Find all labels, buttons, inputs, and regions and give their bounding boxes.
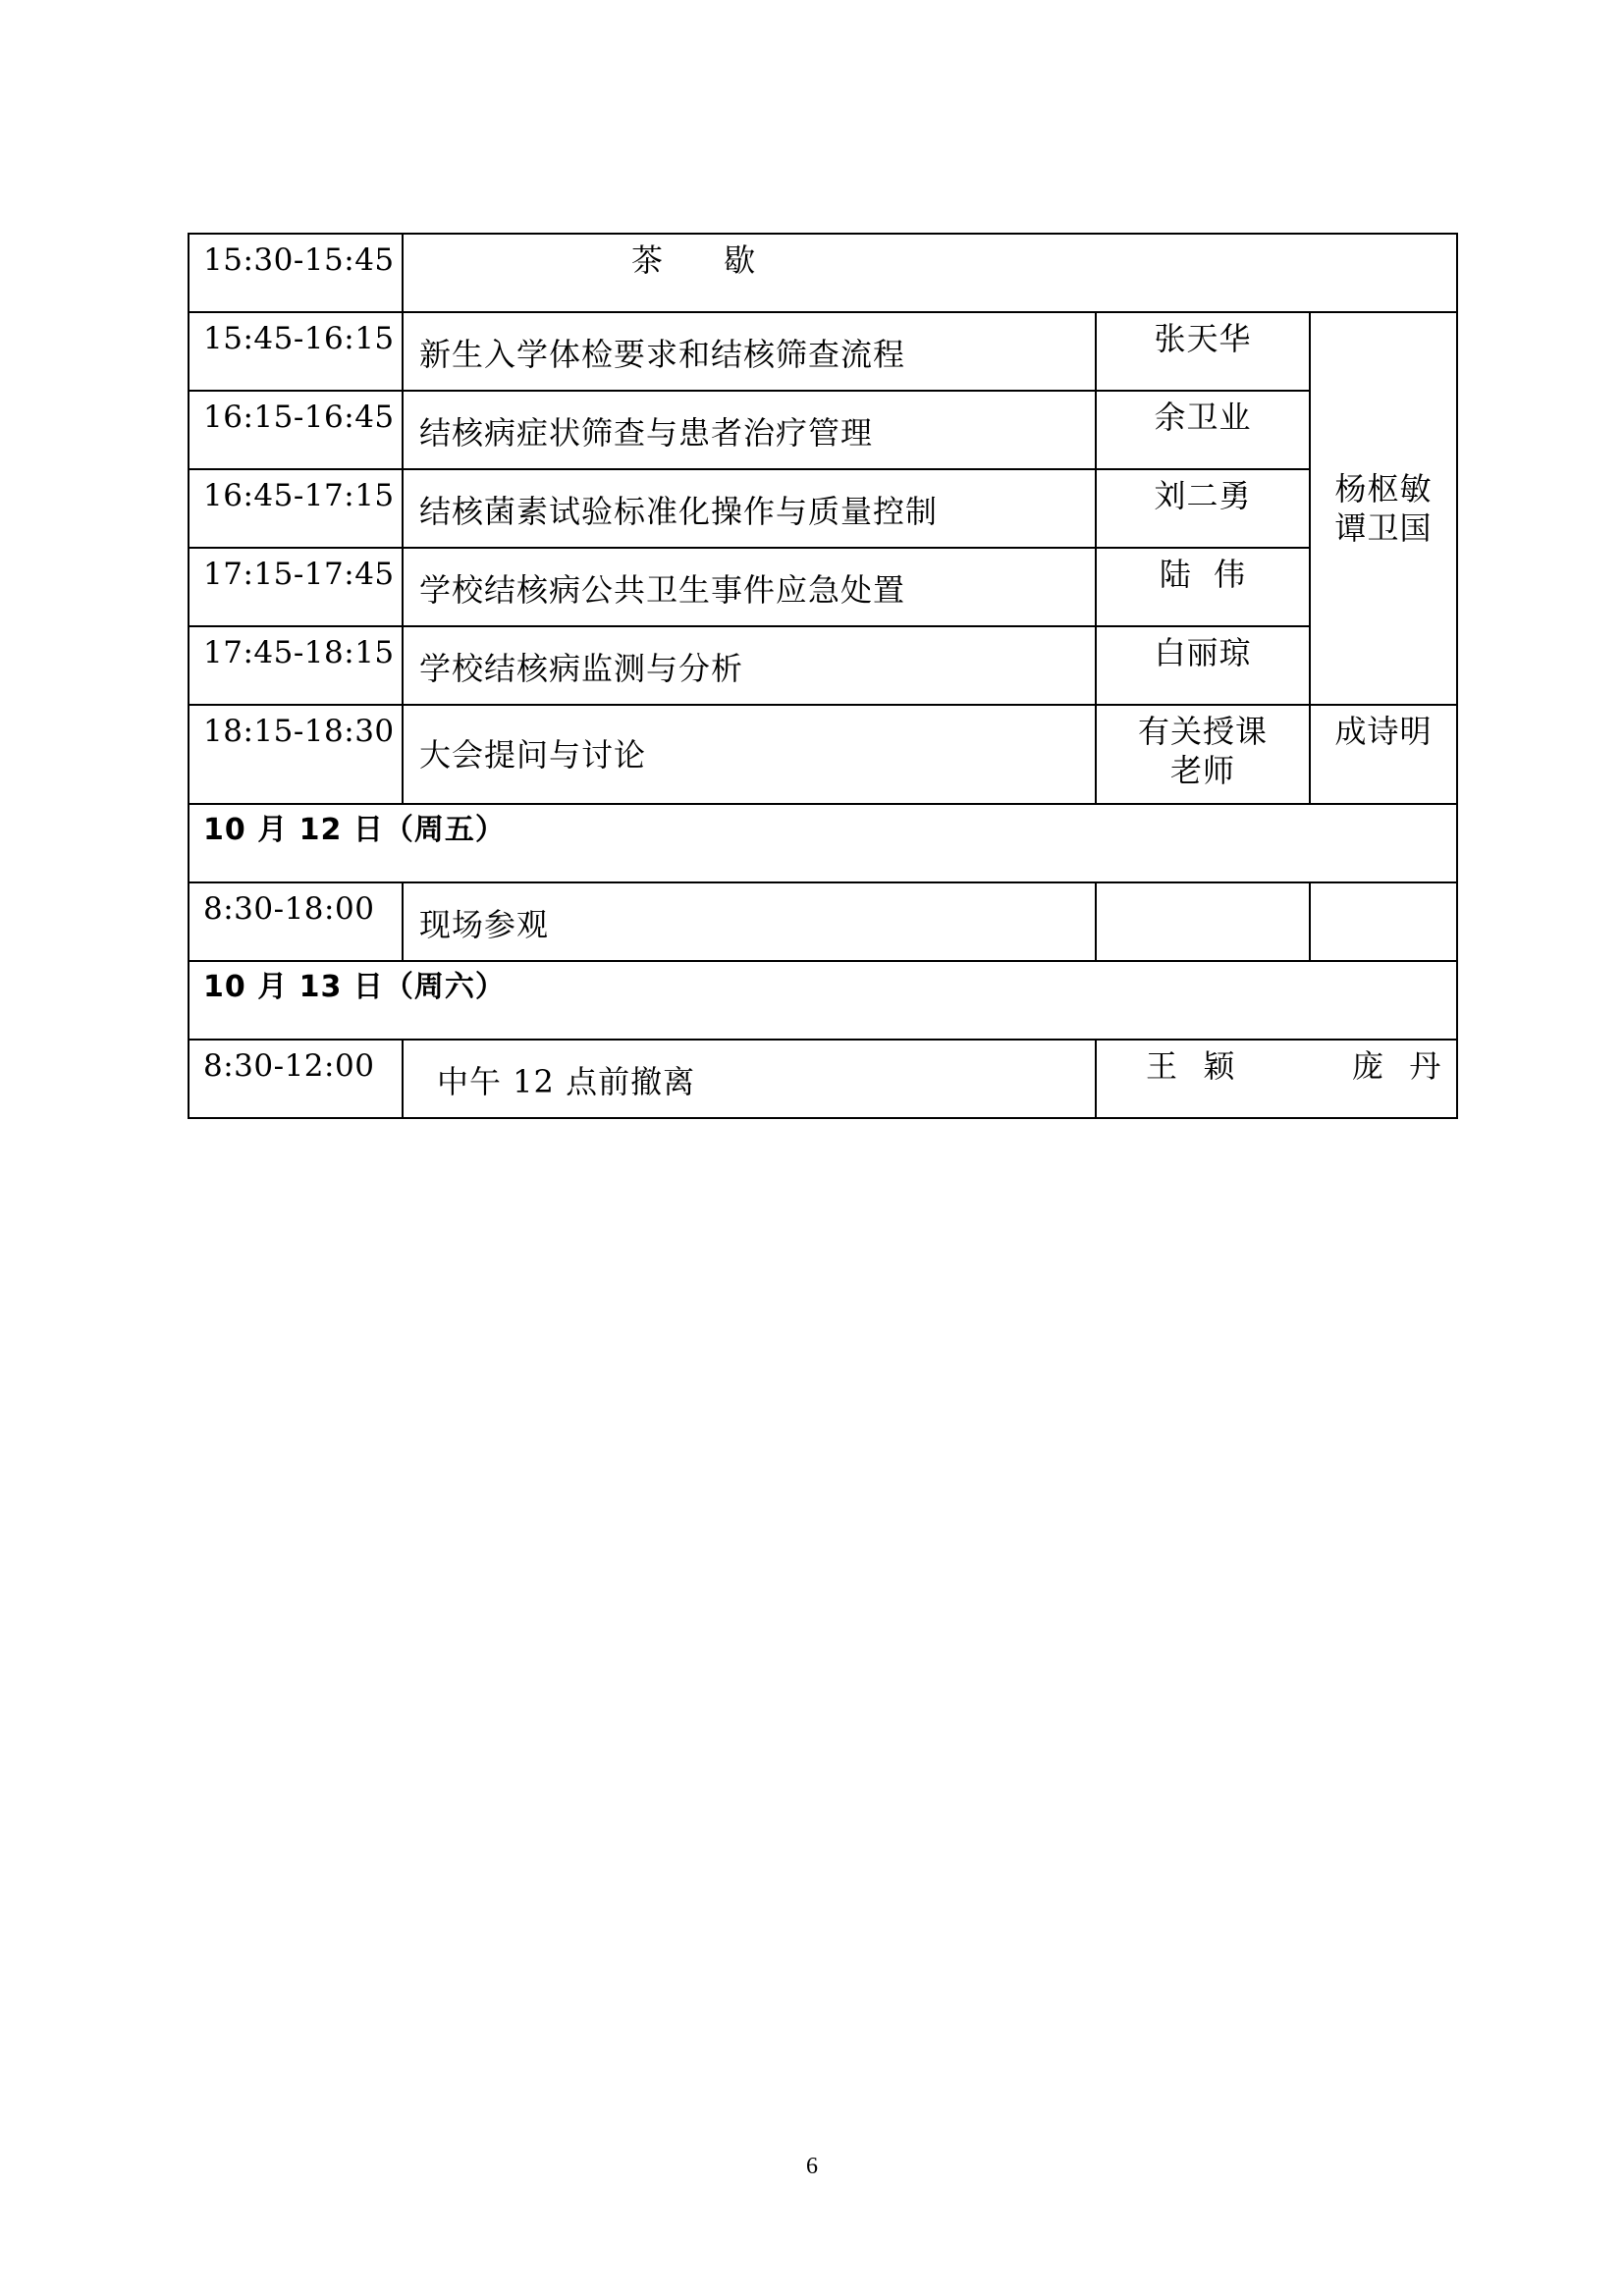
- session-row: [189, 1040, 1457, 1118]
- speaker-cell: 张天华: [1096, 312, 1310, 391]
- topic-cell: 新生入学体检要求和结核筛查流程: [403, 312, 1096, 391]
- host-name: 庞 丹: [1352, 1047, 1443, 1085]
- tea-break-label: 茶 歇: [403, 234, 1457, 312]
- session-row: [189, 391, 1457, 469]
- topic-cell: 现场参观: [403, 882, 1096, 961]
- schedule-table: [188, 233, 1458, 1119]
- time-cell: 17:45-18:15: [189, 626, 403, 705]
- speaker-cell: 陆 伟: [1096, 548, 1310, 626]
- topic-cell: 学校结核病监测与分析: [403, 626, 1096, 705]
- time-cell: 16:45-17:15: [189, 469, 403, 548]
- time-cell: 17:15-17:45: [189, 548, 403, 626]
- host-cell: [1096, 1040, 1457, 1118]
- time-cell: 18:15-18:30: [189, 705, 403, 804]
- moderator-cell: 成诗明: [1310, 705, 1457, 804]
- day-header-row: [189, 804, 1457, 882]
- tea-break-row: [189, 234, 1457, 312]
- time-cell: 8:30-18:00: [189, 882, 403, 961]
- day-header-row: [189, 961, 1457, 1040]
- moderator-name: 谭卫国: [1334, 509, 1433, 547]
- session-row: [189, 312, 1457, 391]
- speaker-cell: [1096, 705, 1310, 804]
- time-cell: 15:45-16:15: [189, 312, 403, 391]
- topic-cell: 结核病症状筛查与患者治疗管理: [403, 391, 1096, 469]
- session-row: [189, 469, 1457, 548]
- moderator-cell: [1310, 882, 1457, 961]
- speaker-cell: [1096, 882, 1310, 961]
- session-row: [189, 548, 1457, 626]
- time-cell: 16:15-16:45: [189, 391, 403, 469]
- session-row: [189, 626, 1457, 705]
- speaker-cell: 白丽琼: [1096, 626, 1310, 705]
- session-row: [189, 882, 1457, 961]
- topic-cell: 结核菌素试验标准化操作与质量控制: [403, 469, 1096, 548]
- speaker-line: 有关授课: [1137, 713, 1268, 750]
- topic-cell: 学校结核病公共卫生事件应急处置: [403, 548, 1096, 626]
- host-name: 王 颖: [1146, 1047, 1237, 1085]
- topic-cell: 大会提问与讨论: [403, 705, 1096, 804]
- moderator-cell: [1310, 312, 1457, 705]
- time-cell: 8:30-12:00: [189, 1040, 403, 1118]
- speaker-cell: 余卫业: [1096, 391, 1310, 469]
- page-number: 6: [806, 2154, 818, 2179]
- speaker-cell: 刘二勇: [1096, 469, 1310, 548]
- time-cell: 15:30-15:45: [189, 234, 403, 312]
- day-header: 10 月 13 日（周六）: [189, 961, 1457, 1040]
- moderator-name: 杨枢敏: [1334, 470, 1433, 507]
- topic-cell: 中午 12 点前撤离: [403, 1040, 1096, 1118]
- day-header: 10 月 12 日（周五）: [189, 804, 1457, 882]
- speaker-line: 老师: [1169, 752, 1235, 789]
- discussion-row: [189, 705, 1457, 804]
